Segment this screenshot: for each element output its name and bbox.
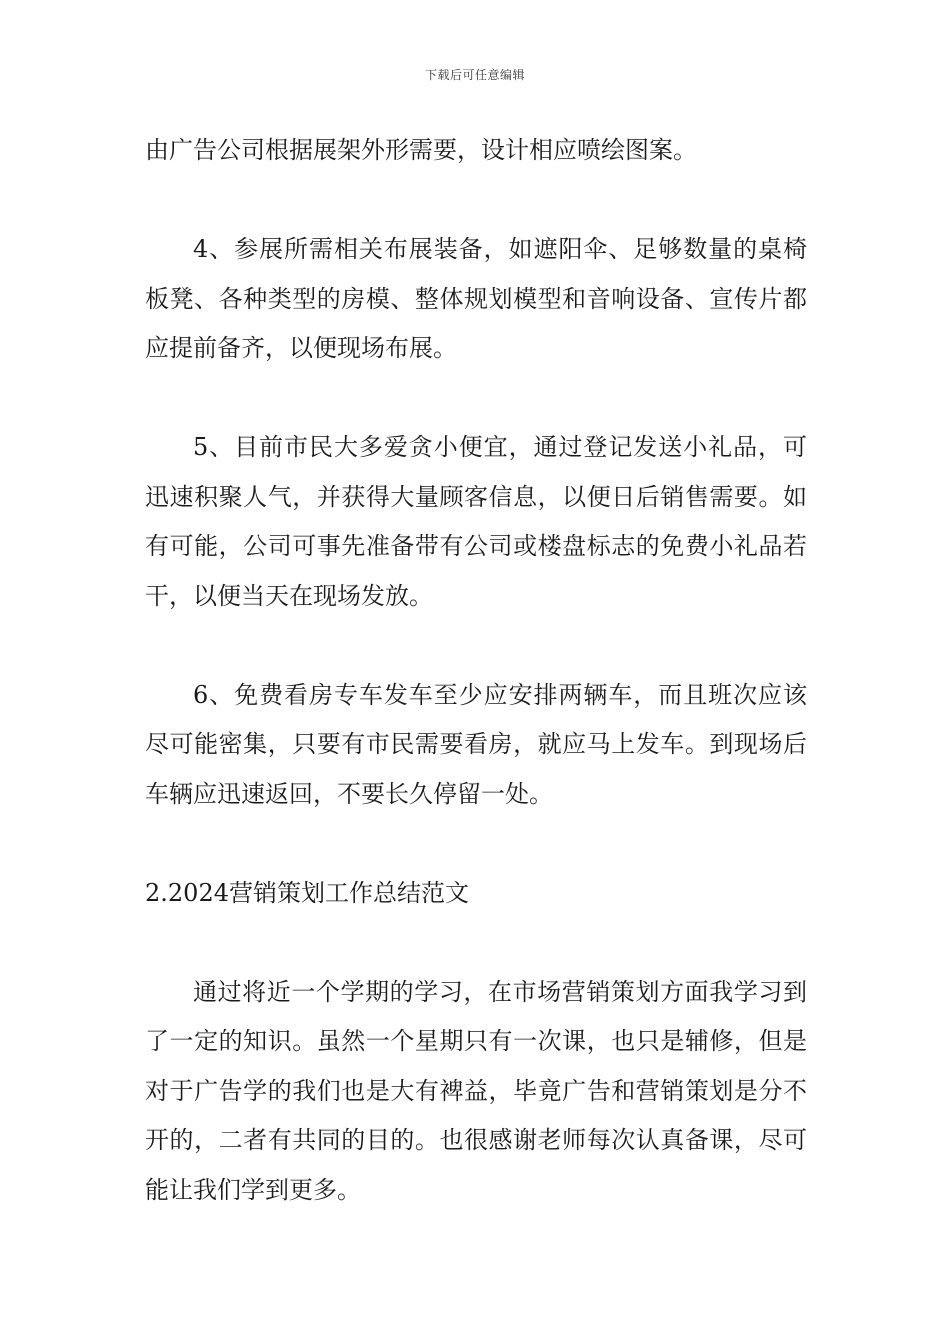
paragraph-gap: [145, 819, 807, 869]
section-paragraph: 通过将近一个学期的学习，在市场营销策划方面我学习到了一定的知识。虽然一个星期只有一次课，也只是辅修，但是对于广告学的我们也是大有裨益，毕竟广告和营销策划是分不开的，二者有共同的目的。也很感谢老师每次认真备课，尽可能让我们学到更多。: [145, 977, 807, 1204]
paragraph-item-4: 4、参展所需相关布展装备，如遮阳伞、足够数量的桌椅板凳、各种类型的房模、整体规划模型和音响设备、宣传片都应提前备齐，以便现场布展。: [145, 235, 807, 362]
paragraph-item-5: 5、目前市民大多爱贪小便宜，通过登记发送小礼品，可迅速积聚人气，并获得大量顾客信息，以便日后销售需要。如有可能，公司可事先准备带有公司或楼盘标志的免费小礼品若干，以便当天在现场发放。: [145, 433, 807, 610]
paragraph-gap: [145, 374, 807, 424]
paragraph-gap: [145, 918, 807, 968]
page-header-note: 下载后可任意编辑: [424, 68, 525, 82]
document-body: [145, 126, 807, 1215]
paragraph-gap: [145, 176, 807, 226]
paragraph-intro: 由广告公司根据展架外形需要，设计相应喷绘图案。: [145, 136, 697, 164]
section-heading: 2.2024营销策划工作总结范文: [145, 878, 469, 907]
paragraph-gap: [145, 621, 807, 671]
paragraph-item-6: 6、免费看房专车发车至少应安排两辆车，而且班次应该尽可能密集，只要有市民需要看房，就应马上发车。到现场后车辆应迅速返回，不要长久停留一处。: [145, 680, 807, 808]
